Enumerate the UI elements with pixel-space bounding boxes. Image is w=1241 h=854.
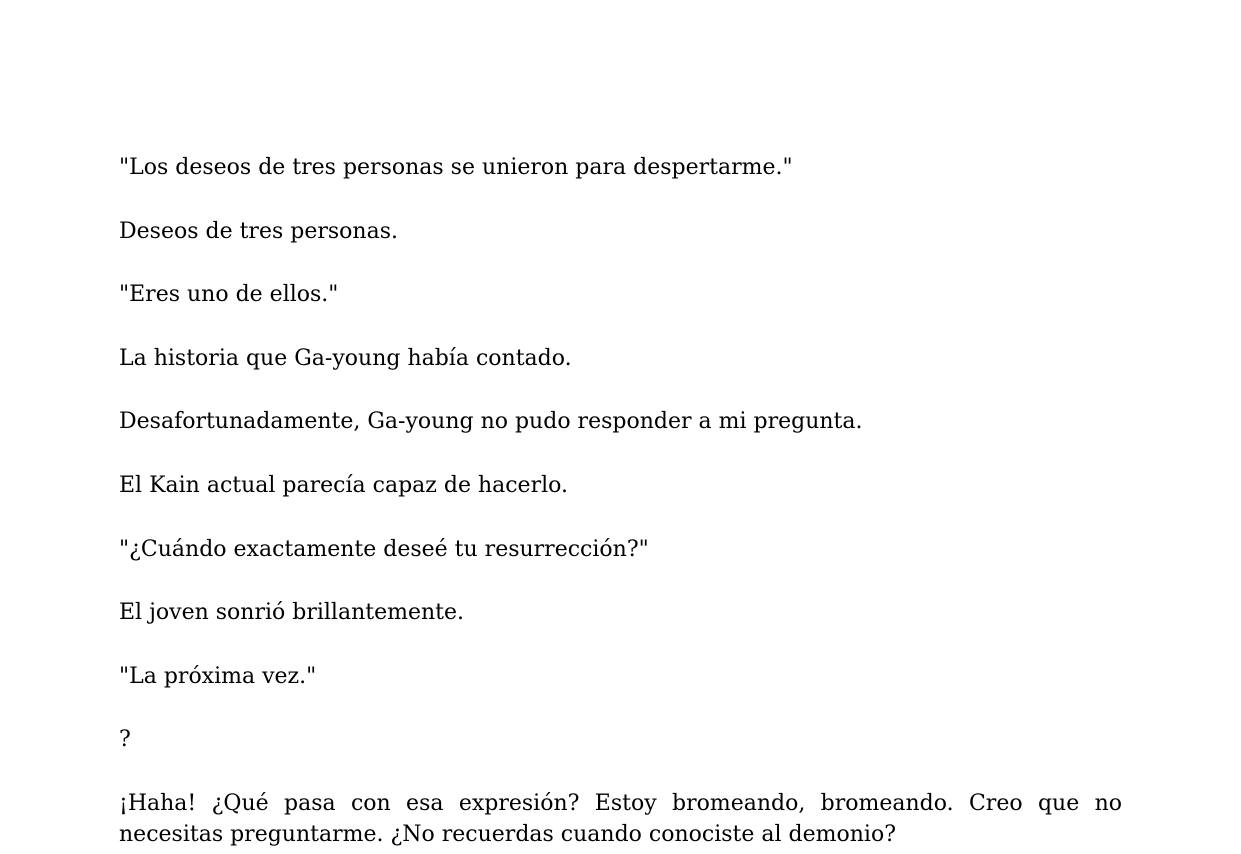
paragraph: "La próxima vez."	[119, 663, 317, 689]
paragraph: Deseos de tres personas.	[119, 218, 398, 244]
paragraph: Desafortunadamente, Ga-young no pudo responder a mi pregunta.	[119, 409, 863, 435]
paragraph: La historia que Ga-young había contado.	[119, 345, 572, 371]
paragraph: "Eres uno de ellos."	[119, 282, 339, 308]
paragraph: "Los deseos de tres personas se unieron para despertarme."	[119, 155, 793, 180]
document-body	[119, 152, 1122, 850]
paragraph: ¡Haha! ¿Qué pasa con esa expresión? Estoy bromeando, bromeando. Creo que no necesitas preguntarme. ¿No recuerdas cuando conociste al demonio?	[119, 790, 1122, 847]
paragraph: El joven sonrió brillantemente.	[119, 600, 465, 626]
paragraph: "¿Cuándo exactamente deseé tu resurrección?"	[119, 536, 649, 562]
paragraph: El Kain actual parecía capaz de hacerlo.	[119, 472, 568, 498]
paragraph: ?	[119, 727, 131, 753]
